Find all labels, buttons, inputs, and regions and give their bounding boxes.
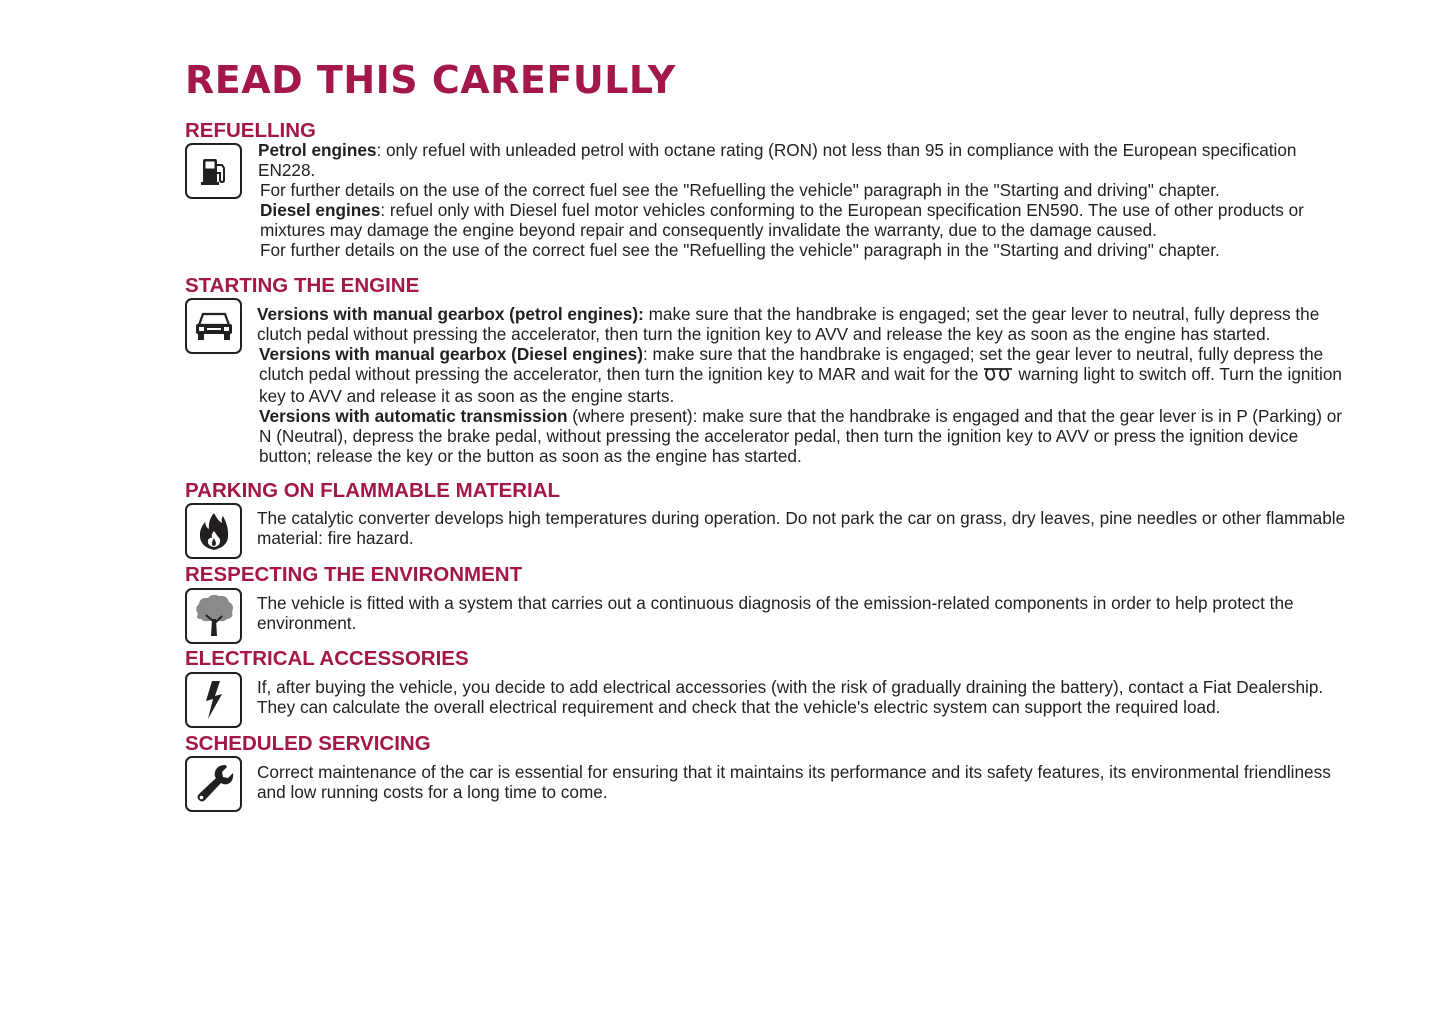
glow-plug-warning-icon xyxy=(982,366,1014,386)
automatic-text: (where present): make sure that the handbrake is engaged and that the gear lever is in P (Parking) or N (Neutral), depress the brake pedal, without pressing the accelerator pedal, then turn the ignition key to AVV or press the ignition device button; release the key or the button as soon as the engine has started. xyxy=(259,406,1343,466)
manual-diesel-text-a: : make sure that the handbrake is engaged; set the gear lever to neutral, fully depress the clutch pedal without pressing the accelerator, then turn the ignition key to MAR and wait for the xyxy=(259,344,1324,384)
refuelling-body xyxy=(258,140,1348,260)
environment-heading: RESPECTING THE ENVIRONMENT xyxy=(185,563,523,586)
manual-petrol-label: Versions with manual gearbox (petrol engines): xyxy=(257,304,644,324)
flame-icon xyxy=(185,503,242,559)
automatic-label: Versions with automatic transmission xyxy=(259,406,568,426)
fuel-pump-icon xyxy=(185,143,242,199)
automatic-paragraph xyxy=(257,406,1349,466)
wrench-icon xyxy=(185,756,242,812)
starting-body xyxy=(257,304,1349,466)
diesel-engines-label: Diesel engines xyxy=(260,200,381,220)
tree-icon xyxy=(185,588,242,644)
servicing-body xyxy=(257,762,1349,802)
manual-diesel-label: Versions with manual gearbox (Diesel engines) xyxy=(259,344,643,364)
refuelling-heading: REFUELLING xyxy=(185,119,316,142)
servicing-text: Correct maintenance of the car is essential for ensuring that it maintains its performance and its safety features, its environmental friendliness and low running costs for a long time to come. xyxy=(257,762,1331,802)
manual-petrol-paragraph xyxy=(257,304,1349,344)
car-front-icon xyxy=(185,298,242,354)
petrol-engines-text: : only refuel with unleaded petrol with octane rating (RON) not less than 95 in compliance with the European specification EN228. xyxy=(258,140,1297,180)
electrical-heading: ELECTRICAL ACCESSORIES xyxy=(185,647,469,670)
lightning-bolt-icon xyxy=(185,672,242,728)
petrol-engines-label: Petrol engines xyxy=(258,140,377,160)
parking-text: The catalytic converter develops high temperatures during operation. Do not park the car on grass, dry leaves, pine needles or other flammable material: fire hazard. xyxy=(257,508,1346,548)
environment-text: The vehicle is fitted with a system that carries out a continuous diagnosis of the emission-related components in order to help protect the environment. xyxy=(257,593,1294,633)
diesel-further-details: For further details on the use of the correct fuel see the "Refuelling the vehicle" paragraph in the "Starting and driving" chapter. xyxy=(260,240,1220,260)
manual-diesel-text-b: warning light to switch off. Turn the ignition key to AVV and release it as soon as the engine starts. xyxy=(259,364,1342,406)
electrical-body xyxy=(257,677,1349,717)
starting-heading: STARTING THE ENGINE xyxy=(185,274,420,297)
manual-diesel-paragraph xyxy=(257,344,1349,406)
environment-body xyxy=(257,593,1349,633)
petrol-further-details: For further details on the use of the correct fuel see the "Refuelling the vehicle" paragraph in the "Starting and driving" chapter. xyxy=(260,180,1220,200)
diesel-engines-paragraph xyxy=(258,200,1348,240)
parking-heading: PARKING ON FLAMMABLE MATERIAL xyxy=(185,479,561,502)
electrical-text: If, after buying the vehicle, you decide to add electrical accessories (with the risk of gradually draining the battery), contact a Fiat Dealership. They can calculate the overall electrical requirement and check that the vehicle's electric system can support the required load. xyxy=(257,677,1324,717)
manual-petrol-text: make sure that the handbrake is engaged; set the gear lever to neutral, fully depress the clutch pedal without pressing the accelerator, then turn the ignition key to AVV and release the key as soon as the engine has started. xyxy=(257,304,1320,344)
page-title: READ THIS CAREFULLY xyxy=(185,58,676,102)
parking-body xyxy=(257,508,1349,548)
servicing-heading: SCHEDULED SERVICING xyxy=(185,732,431,755)
petrol-engines-paragraph xyxy=(258,140,1348,180)
diesel-engines-text: : refuel only with Diesel fuel motor vehicles conforming to the European specification EN590. The use of other products or mixtures may damage the engine beyond repair and consequently invalidate the warranty, due to the damage caused. xyxy=(260,200,1304,240)
